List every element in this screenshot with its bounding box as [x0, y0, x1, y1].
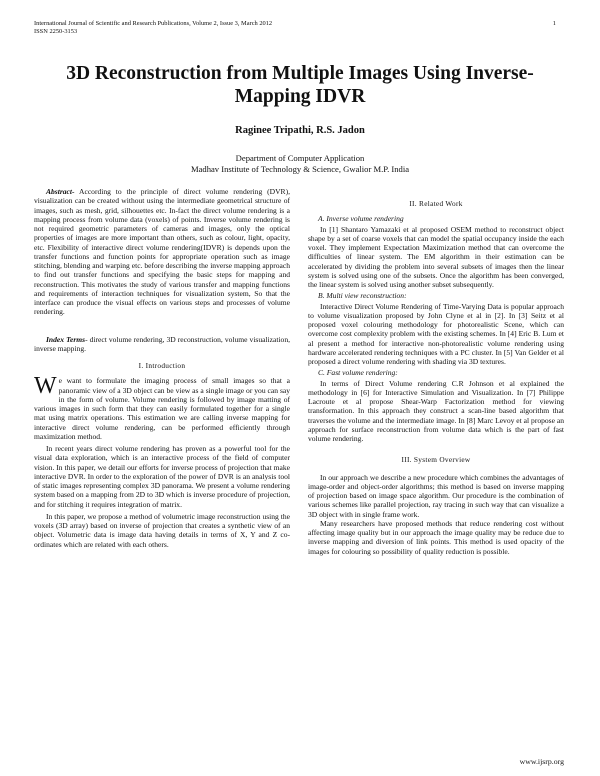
drop-cap: W — [34, 373, 57, 400]
affiliation-department: Department of Computer Application — [235, 153, 365, 163]
subsection-heading-b: B. Multi view reconstruction: — [318, 291, 407, 301]
abstract-text: According to the principle of direct volume rendering (DVR), visualization can be created without using the intermediate geometrical structure of images, such as mesh, grid, silhouettes etc. In-fact the direct volume rendering is a mapping process from volume data (voxels) of points. Inverse volume rendering is not required geometric parameters of cameras and images, only the optical properties of images are more important than others, such as colour, light, opacity, etc. Flexibility of interactive direct volume rendering(IDVR) is depends upon the transfer functions and function points for appropriate operation such as image stitching, blending and warping etc. before describing the inverse mapping approach to find out transfer functions and specifying the basic steps for mapping and reconstruction. This motivates the study of various transfer and mapping functions and requirements of interaction techniques for visualization system, So that the interface can produce the visual effects on various steps and processes of volume rendering. — [34, 187, 290, 317]
index-terms-text: - direct volume rendering, 3D reconstruction, volume visualization, inverse mapping. — [34, 334, 290, 353]
issn: ISSN 2250-3153 — [34, 28, 78, 35]
subsection-heading-a: A. Inverse volume rendering — [318, 214, 404, 224]
journal-line: International Journal of Scientific and Research Publications, Volume 2, Issue 3, March 2012 — [34, 20, 273, 27]
index-terms — [34, 335, 290, 354]
left-column — [34, 187, 290, 549]
abstract — [34, 187, 290, 317]
page-number: 1 — [552, 20, 556, 27]
subsection-heading-c: C. Fast volume rendering: — [318, 368, 398, 378]
right-column — [308, 187, 564, 556]
index-terms-label: Index Terms — [46, 334, 86, 344]
footer-url[interactable]: www.ijsrp.org — [519, 757, 564, 766]
abstract-label: Abstract- — [46, 187, 75, 196]
related-c-text: In terms of Direct Volume rendering C.R Johnson et al explained the methodology in [6] for Interactive Simulation and Visualization. In [7] Philippe Lacroute et al propose Shear-Warp Factorization method for viewing transformation. In this approach they construct a scan-line based algorithm that traverses the volume and the intermediate image. In [8] Marc Levoy et al propose an approach for surface reconstruction from volume data which is the part of fast volume rendering. — [308, 378, 564, 443]
overview-paragraph-2: Many researchers have proposed methods that reduce rendering cost without affecting image quality but in our approach the image quality may be reduce due to inverse mapping and diversion of link points. This method is used opacity of the images for colouring so possibility of quality reduction is possible. — [308, 518, 564, 556]
intro-paragraph-1 — [34, 373, 290, 441]
section-heading-system-overview: III. System Overview — [401, 455, 471, 465]
paper-title: 3D Reconstruction from Multiple Images Using Inverse-Mapping IDVR — [66, 63, 534, 107]
paper-authors: Raginee Tripathi, R.S. Jadon — [235, 125, 365, 136]
related-a-text: In [1] Shantaro Yamazaki et al proposed OSEM method to reconstruct object shape by a set of coarse voxels that can model the spatial occupancy inside the each voxel. They implement Expectation Maximization method that can overcome the difficulties of linear system. The EM algorithm in their estimation can be accelerated by dividing the problem into several subsets of images then the linear system is solved using one of the subsets. Once the algorithm has been converged, the linear system is solved using another subset subsequently. — [308, 224, 564, 289]
affiliation — [30, 153, 570, 175]
intro-paragraph-2: In recent years direct volume rendering has proven as a powerful tool for the visual data exploration, which is an interactive process of the field of computer vision. In this paper, we detail our efforts for inverse process of projection that make interactive DVR. In order to the exploration of the power of DVR is an analysis tool of static images representing complex 3D panorama. We present a volume rendering system based on a mapping from 2D to 3D which is inverse procedure of projection, and for stitching it requires integration of matrix. — [34, 444, 290, 509]
affiliation-institute: Madhav Institute of Technology & Science, Gwalior M.P. India — [190, 164, 410, 174]
overview-paragraph-1: In our approach we describe a new procedure which combines the advantages of image-order and object-order algorithms; this method is based on inverse mapping of projection based on image space algorithm. Our procedure is the combination of various schemes like parallel projection, ray tracing in such way that can visualize a 3D object with in single frame work. — [308, 472, 564, 519]
intro-paragraph-3: In this paper, we propose a method of volumetric image reconstruction using the voxels (3D array) based on inverse of projection that creates a synthetic view of an object. Volumetric data is image data having details in terms of X, Y and Z co-ordinates which are related with each others. — [34, 511, 290, 549]
related-b-text: Interactive Direct Volume Rendering of Time-Varying Data is popular approach to volume visualization proposed by John Clyne et al in [2]. In [3] Seitz et al proposed voxel colouring methodology for photorealistic Scene, which can overcome cost complexity problem with the existing schemes. In [4] Eric B. Lum et al present a method for interactive non-photorealistic volume rendering using hardware accelerated rendering techniques with a PC cluster. In [5] Van Gelder et al proposed a direct volume rendering with shading via 3D textures. — [308, 301, 564, 366]
section-heading-introduction: I. Introduction — [138, 361, 186, 370]
section-heading-related-work: II. Related Work — [409, 199, 463, 208]
running-header — [34, 20, 272, 36]
intro-paragraph-1-text: e want to formulate the imaging process of small images so that a panoramic view of a 3D object can be view as a single image or you can say in the form of volume. Volume rendering is followed by image matting of various images in such form that they can easily formulated together for a single mat using matrix operations. This estimation we are calling inverse mapping for interactive direct volume rendering, can be performed efficiently through maximization method. — [34, 376, 290, 441]
